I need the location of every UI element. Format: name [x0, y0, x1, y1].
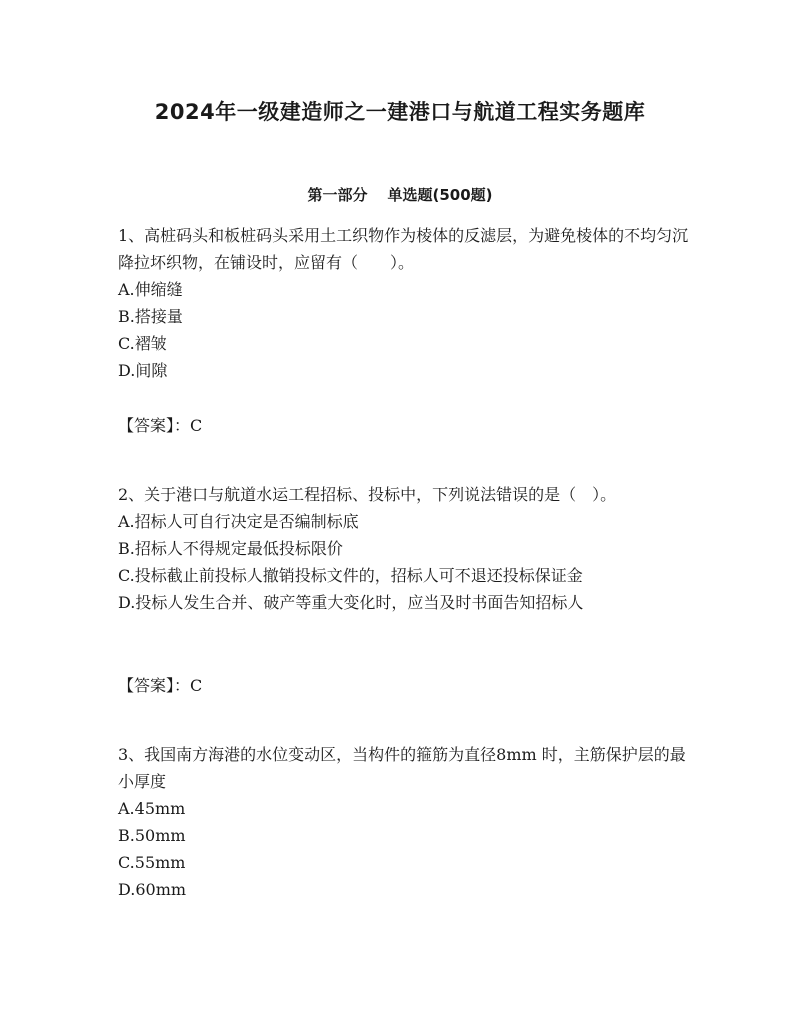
question-2 [118, 481, 690, 616]
option-d: D.60mm [118, 880, 187, 899]
answer-2: 【答案】：C [118, 676, 203, 695]
answer-1: 【答案】：C [118, 416, 203, 435]
option-c: C.褶皱 [118, 334, 167, 353]
question-stem: 1、高桩码头和板桩码头采用土工织物作为棱体的反滤层，为避免棱体的不均匀沉降拉坏织物，在铺设时，应留有（ ）。 [118, 226, 689, 272]
option-b: B.招标人不得规定最低投标限价 [118, 539, 343, 558]
section-heading [0, 184, 800, 205]
option-d: D.间隙 [118, 361, 168, 380]
question-3 [118, 741, 690, 903]
option-b: B.50mm [118, 826, 186, 845]
option-c: C.55mm [118, 853, 186, 872]
option-d: D.投标人发生合并、破产等重大变化时，应当及时书面告知招标人 [118, 593, 584, 612]
question-1 [118, 222, 690, 384]
document-title: 2024年一级建造师之一建港口与航道工程实务题库 [154, 100, 646, 124]
option-a: A.伸缩缝 [118, 280, 183, 299]
option-c: C.投标截止前投标人撤销投标文件的，招标人可不退还投标保证金 [118, 566, 583, 585]
option-a: A.招标人可自行决定是否编制标底 [118, 512, 359, 531]
option-b: B.搭接量 [118, 307, 183, 326]
question-stem: 2、关于港口与航道水运工程招标、投标中，下列说法错误的是（ ）。 [118, 485, 617, 504]
question-stem: 3、我国南方海港的水位变动区，当构件的箍筋为直径8mm 时，主筋保护层的最小厚度 [118, 745, 686, 791]
option-a: A.45mm [118, 799, 186, 818]
section-part: 第一部分 [307, 186, 368, 204]
section-name: 单选题(500题) [387, 186, 493, 204]
